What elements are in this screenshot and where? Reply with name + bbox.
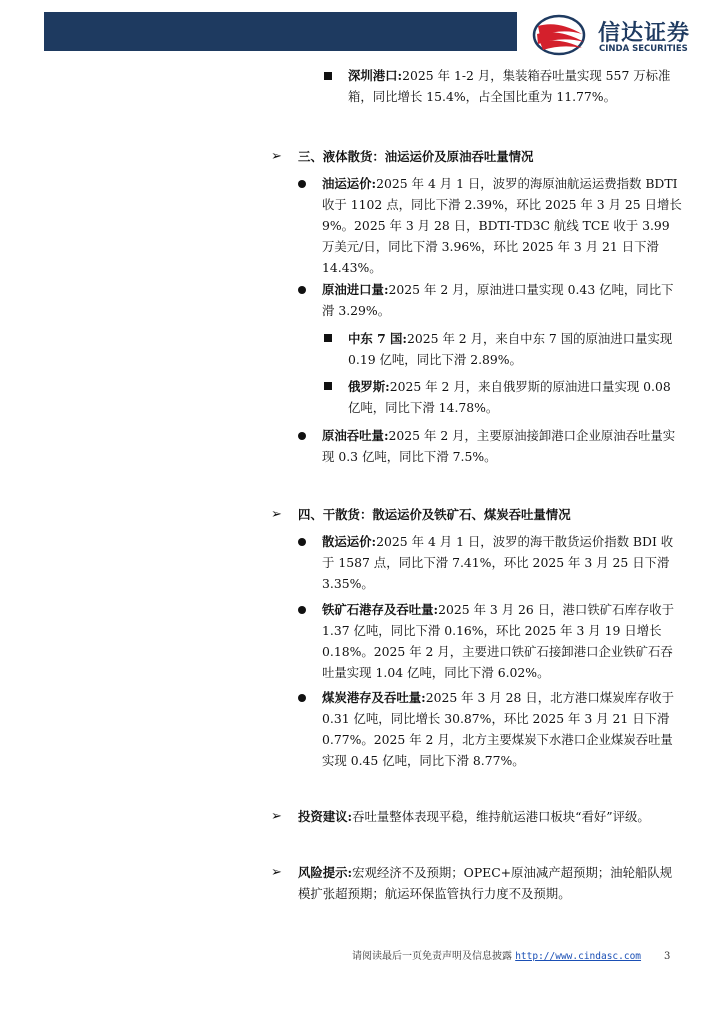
russia-text: 2025 年 2 月，来自俄罗斯的原油进口量实现 0.08 亿吨，同比下滑 14.78%。 <box>348 379 671 415</box>
round-bullet-icon <box>298 432 306 440</box>
page-number: 3 <box>664 951 671 962</box>
header-bar <box>44 12 517 51</box>
footer-disclaimer <box>352 950 641 964</box>
coal-text: 2025 年 3 月 28 日，北方港口煤炭库存收于 0.31 亿吨，同比增长 30.87%，环比 2025 年 3 月 21 日下滑 0.77%。2025 年 2 月，北方主要煤炭下水港口企业煤炭吞吐量实现 0.45 亿吨，同比下滑 8.77%。 <box>322 690 675 768</box>
arrow-bullet-icon: ➢ <box>271 865 282 880</box>
section-4-title: 四、干散货：散运运价及铁矿石、煤炭吞吐量情况 <box>298 507 571 522</box>
iron-ore-label: 铁矿石港存及吞吐量: <box>322 602 439 617</box>
square-bullet-icon <box>324 334 332 342</box>
round-bullet-icon <box>298 180 306 188</box>
crude-throughput-item <box>322 425 684 467</box>
arrow-bullet-icon: ➢ <box>271 507 282 522</box>
risk-label: 风险提示: <box>298 865 353 880</box>
crude-import-label: 原油进口量: <box>322 282 389 297</box>
cinda-logo-icon <box>532 14 590 56</box>
website-link[interactable]: http://www.cindasc.com <box>515 951 642 962</box>
shenzhen-text: 2025 年 1-2 月，集装箱吞吐量实现 557 万标准箱，同比增长 15.4%，占全国比重为 11.77%。 <box>348 68 671 104</box>
middle-east-label: 中东 7 国: <box>348 331 407 346</box>
crude-throughput-label: 原油吞吐量: <box>322 428 389 443</box>
square-bullet-icon <box>324 72 332 80</box>
iron-ore-item <box>322 599 684 683</box>
investment-text: 吞吐量整体表现平稳，维持航运港口板块“看好”评级。 <box>352 809 650 824</box>
dry-bulk-freight-item <box>322 531 684 594</box>
dry-bulk-freight-text: 2025 年 4 月 1 日，波罗的海干散货运价指数 BDI 收于 1587 点，同比下滑 7.41%，环比 2025 年 3 月 25 日下滑 3.35%。 <box>322 534 674 591</box>
iron-ore-text: 2025 年 3 月 26 日，港口铁矿石库存收于 1.37 亿吨，同比下滑 0.16%，环比 2025 年 3 月 19 日增长 0.18%。2025 年 2 月，主要进口铁矿石接卸港口企业铁矿石吞吐量实现 1.04 亿吨，同比下滑 6.02%。 <box>322 602 675 680</box>
logo-chinese-text: 信达证券 <box>598 21 691 46</box>
arrow-bullet-icon: ➢ <box>271 149 282 164</box>
coal-label: 煤炭港存及吞吐量: <box>322 690 426 705</box>
round-bullet-icon <box>298 286 306 294</box>
coal-item <box>322 687 684 771</box>
arrow-bullet-icon: ➢ <box>271 809 282 824</box>
middle-east-item <box>348 328 684 370</box>
square-bullet-icon <box>324 382 332 390</box>
investment-advice <box>298 806 684 827</box>
crude-import-item <box>322 279 684 321</box>
disclaimer-text: 请阅读最后一页免责声明及信息披露 <box>352 951 512 962</box>
crude-throughput-text: 2025 年 2 月，主要原油接卸港口企业原油吞吐量实现 0.3 亿吨，同比下滑 7.5%。 <box>322 428 676 464</box>
round-bullet-icon <box>298 606 306 614</box>
investment-label: 投资建议: <box>298 809 353 824</box>
oil-freight-text: 2025 年 4 月 1 日，波罗的海原油航运运费指数 BDTI 收于 1102 点，同比下滑 2.39%，环比 2025 年 3 月 25 日增长 9%。2025 年 3 月 28 日，BDTI-TD3C 航线 TCE 收于 3.99 万美元/日，同比下滑 3.96%，环比 2025 年 3 月 21 日下滑 14.43%。 <box>322 176 682 275</box>
shenzhen-port-item <box>348 65 684 107</box>
logo-english-text: CINDA SECURITIES <box>599 44 688 54</box>
oil-freight-item <box>322 173 684 278</box>
russia-item <box>348 376 684 418</box>
oil-freight-label: 油运运价: <box>322 176 377 191</box>
crude-import-text: 2025 年 2 月，原油进口量实现 0.43 亿吨，同比下滑 3.29%。 <box>322 282 674 318</box>
middle-east-text: 2025 年 2 月，来自中东 7 国的原油进口量实现 0.19 亿吨，同比下滑 2.89%。 <box>348 331 673 367</box>
risk-warning <box>298 862 684 904</box>
company-logo <box>532 14 707 56</box>
risk-text: 宏观经济不及预期；OPEC+原油减产超预期；油轮船队规模扩张超预期；航运环保监管执行力度不及预期。 <box>298 865 673 901</box>
section-3-title: 三、液体散货：油运运价及原油吞吐量情况 <box>298 149 534 164</box>
shenzhen-label: 深圳港口: <box>348 68 403 83</box>
round-bullet-icon <box>298 694 306 702</box>
russia-label: 俄罗斯: <box>348 379 390 394</box>
dry-bulk-freight-label: 散运运价: <box>322 534 377 549</box>
round-bullet-icon <box>298 538 306 546</box>
